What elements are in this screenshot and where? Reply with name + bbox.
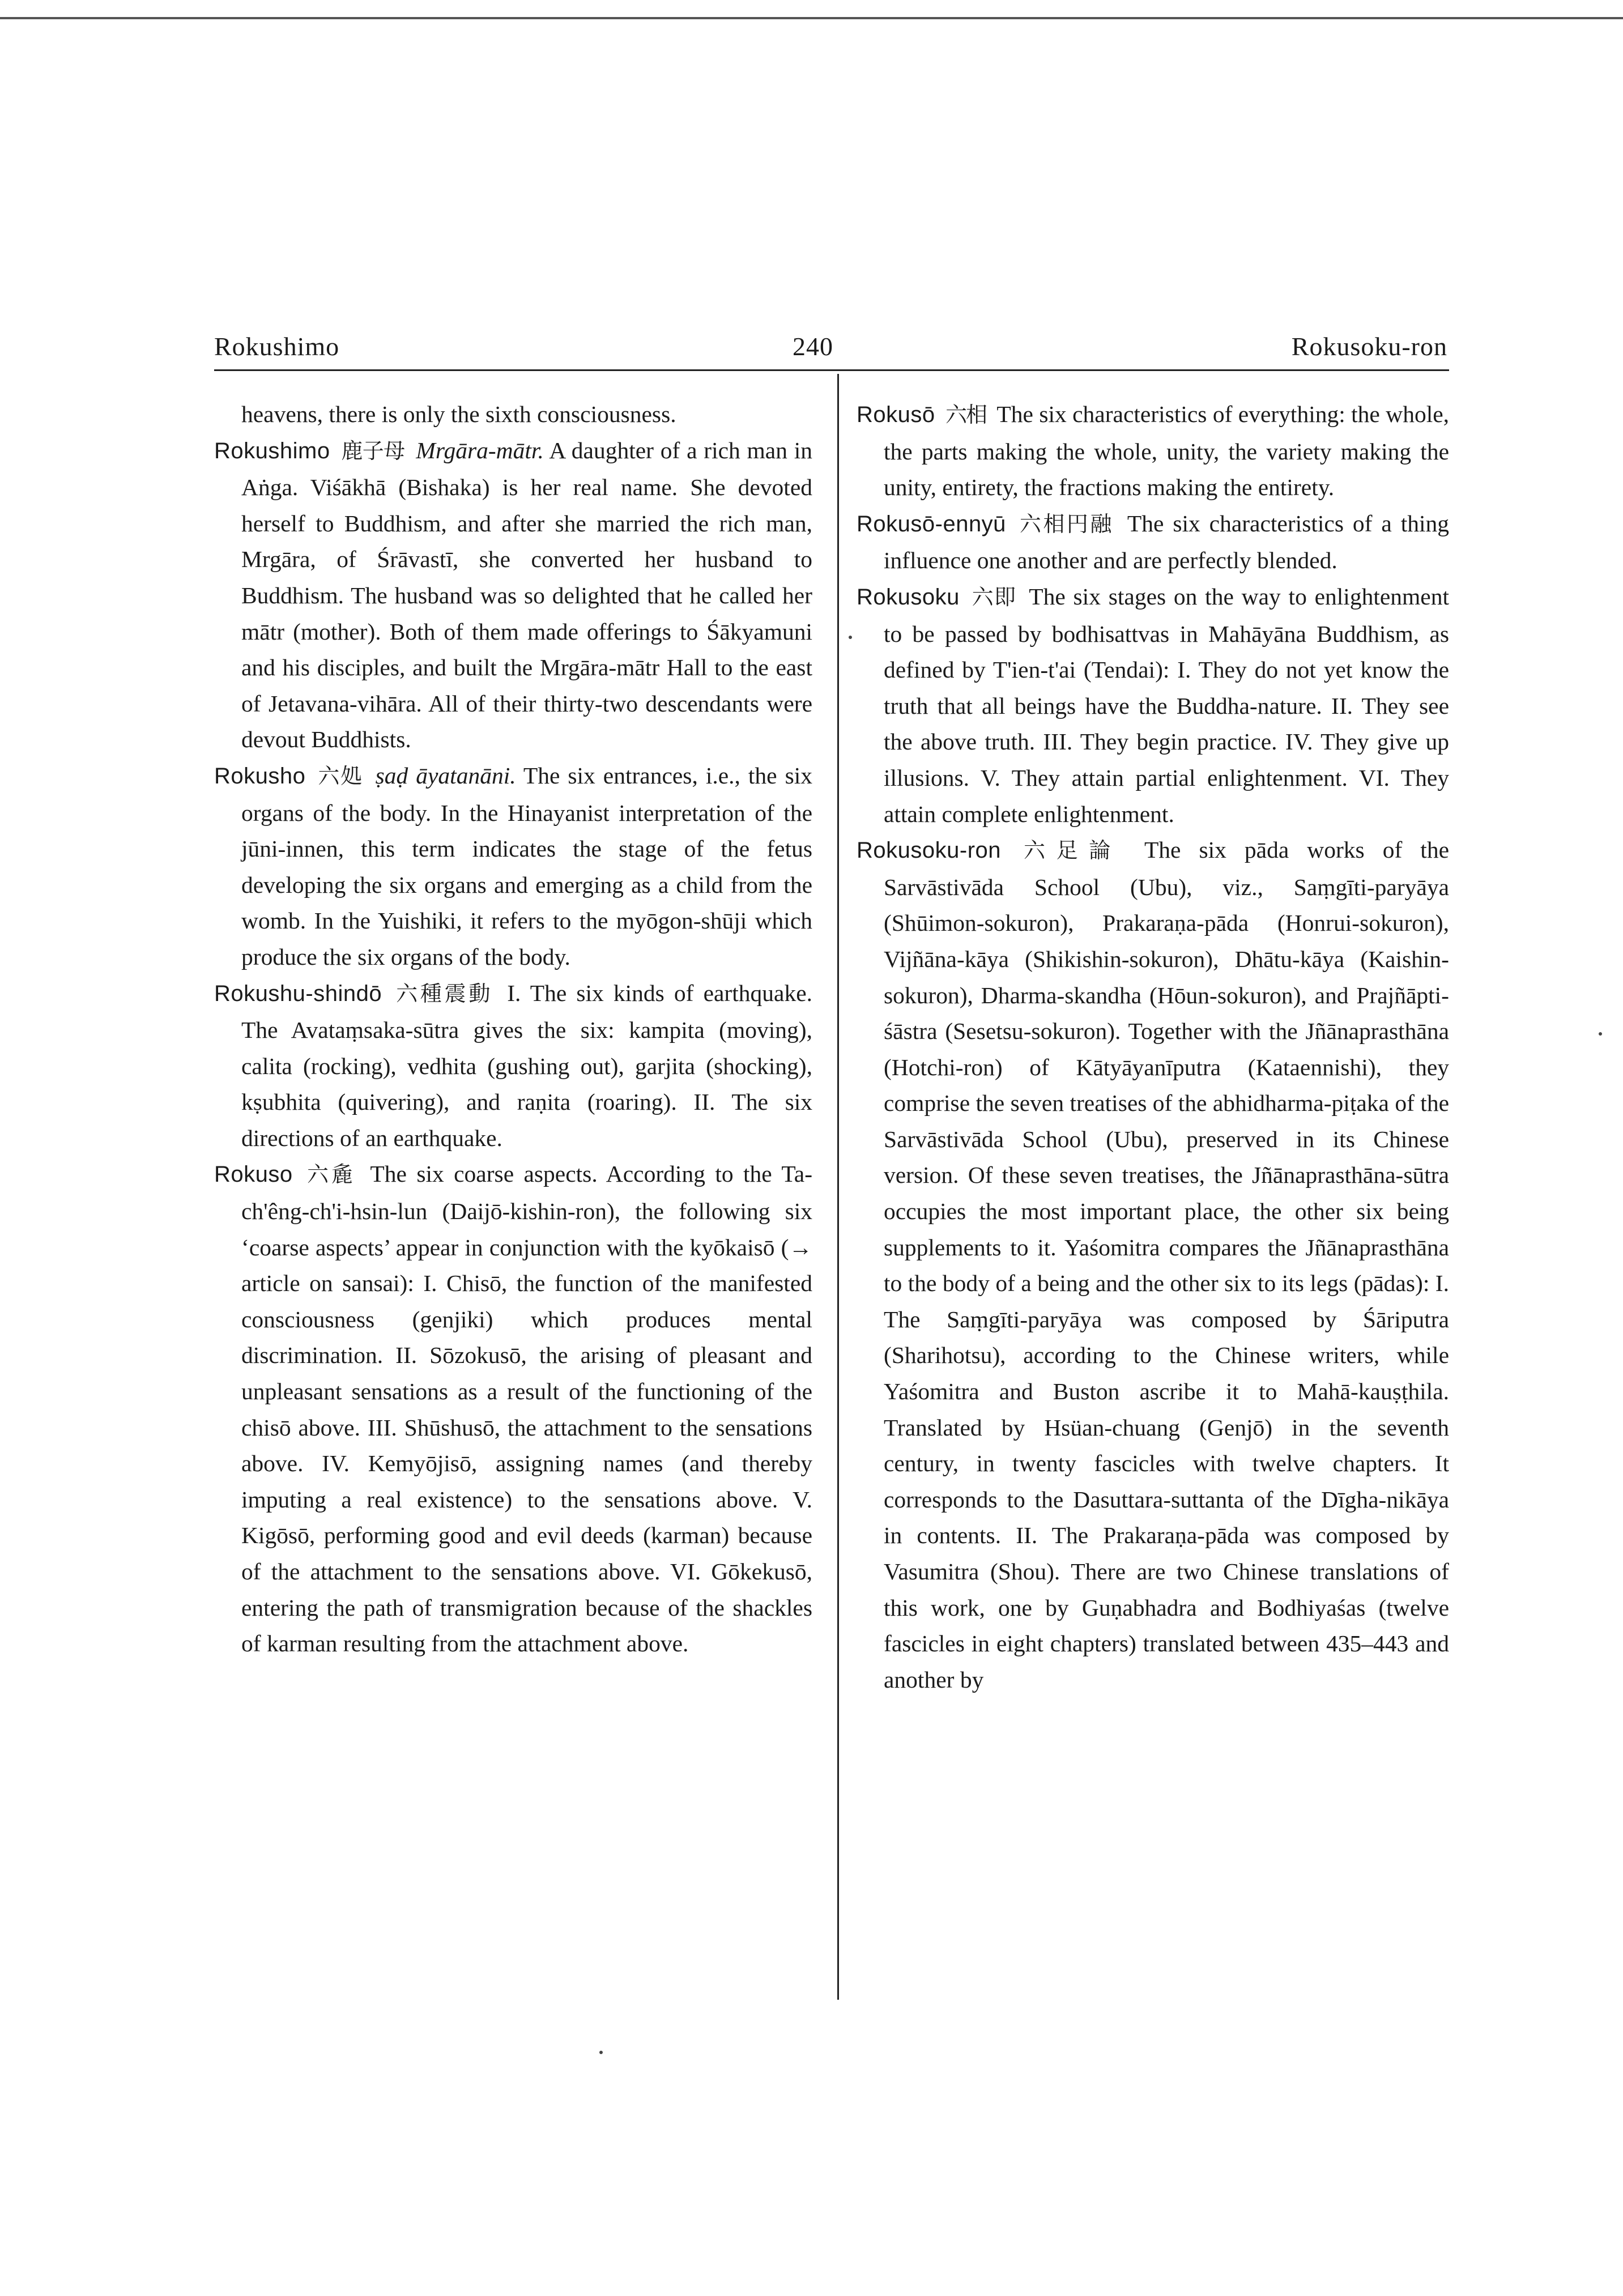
scan-top-rule	[0, 17, 1623, 19]
entry-body: The six entrances, i.e., the six organs of the body. In the Hinayanist interpretation of the jūni-innen, this term indicates the stage of the fetus developing the six organs and emerging as a child from the womb. In the Yuishiki, it refers to the myōgon-shūji which produce the six organs of the body.	[241, 762, 813, 970]
entry-kanji: 六処	[318, 764, 363, 789]
entry-rokuso-coarse	[214, 1156, 812, 1662]
entry-kanji: 六即	[972, 585, 1017, 610]
scan-speck	[1599, 1032, 1602, 1036]
right-column	[857, 397, 1449, 1698]
entry-body: The six stages on the way to enlightenment to be passed by bodhisattvas in Mahāyāna Buddhism, as defined by T'ien-t'ai (Tendai): I. They do not yet know the truth that all beings have the Buddha-nature. II. They see the above truth. III. They begin practice. IV. They give up illusions. V. They attain partial enlightenment. VI. They attain complete enlightenment.	[884, 583, 1450, 827]
entry-rokushimo	[214, 433, 812, 758]
entry-term: Rokusoku	[857, 584, 960, 610]
entry-term: Rokushu-shindō	[214, 981, 382, 1006]
column-divider	[837, 374, 839, 2000]
entry-term: Rokushimo	[214, 438, 330, 463]
entry-rokuso-ennyu	[857, 506, 1449, 579]
entry-rokuso-characteristics	[857, 397, 1449, 506]
continuation-text: heavens, there is only the sixth consciousness.	[241, 401, 676, 427]
entry-body: The six coarse aspects. According to the Ta-ch'êng-ch'i-hsin-lun (Daijō-kishin-ron), the following six ‘coarse aspects’ appear in conjunction with the kyōkaisō (→ article on sansai): I. Chisō, the function of the manifested consciousness (genjiki) which produces mental discrimination. II. Sōzokusō, the arising of pleasant and unpleasant sensations as a result of the functioning of the chisō above. III. Shūshusō, the attachment to the sensations above. IV. Kemyōjisō, assigning names (and thereby imputing a real existence) to the sensations above. V. Kigōsō, performing good and evil deeds (karman) because of the attachment to the sensations above. VI. Gōkekusō, entering the path of transmigration because of the shackles of karman resulting from the attachment above.	[241, 1161, 813, 1657]
entry-sanskrit: ṣaḍ āyatanāni.	[375, 762, 516, 789]
scan-speck	[599, 2051, 603, 2054]
header-rule	[214, 369, 1449, 371]
running-head-left: Rokushimo	[214, 332, 340, 361]
entry-kanji: 六相	[945, 403, 987, 427]
entry-rokusoku-ron	[857, 832, 1449, 1698]
entry-body: The six characteristics of a thing influence one another and are perfectly blended.	[884, 510, 1449, 574]
entry-sanskrit: Mrgāra-mātr.	[416, 437, 544, 463]
entry-rokusho	[214, 758, 812, 976]
entry-rokushu-shindo	[214, 976, 812, 1157]
entry-term: Rokusō-ennyū	[857, 511, 1006, 536]
entry-rokusoku	[857, 579, 1449, 832]
entry-kanji: 六足論	[1024, 839, 1122, 863]
entry-body: A daughter of a rich man in Aṅga. Viśākhā (Bishaka) is her real name. She devoted herself to Buddhism, and after she married the rich man, Mrgāra, of Śrāvastī, she converted her husband to Buddhism. The husband was so delighted that he called her mātr (mother). Both of them made offerings to Śākyamuni and his disciples, and built the Mrgāra-mātr Hall to the east of Jetavana-vihāra. All of their thirty-two descendants were devout Buddhists.	[241, 437, 813, 753]
running-head-right: Rokusoku-ron	[1291, 332, 1447, 361]
entry-body: The six characteristics of everything: the whole, the parts making the whole, unity, the variety making the unity, entirety, the fractions making the entirety.	[884, 401, 1450, 501]
scan-speck	[849, 636, 852, 639]
entry-kanji: 六相円融	[1019, 512, 1114, 536]
entry-term: Rokusho	[214, 763, 306, 789]
left-column	[214, 397, 812, 1662]
entry-kanji: 六種震動	[396, 982, 493, 1006]
entry-body: I. The six kinds of earthquake. The Avataṃsaka-sūtra gives the six: kampita (moving), calita (rocking), vedhita (gushing out), garjita (shocking), kṣubhita (quivering), and raṇita (roaring). II. The six directions of an earthquake.	[241, 979, 812, 1151]
entry-kanji: 六麁	[307, 1163, 356, 1187]
entry-term: Rokuso	[214, 1162, 293, 1187]
page-number: 240	[793, 332, 833, 361]
entry-term: Rokusoku-ron	[857, 838, 1002, 863]
entry-kanji: 鹿子母	[341, 439, 405, 463]
entry-body: The six pāda works of the Sarvāstivāda School (Ubu), viz., Saṃgīti-paryāya (Shūimon-sokuron), Prakaraṇa-pāda (Honrui-sokuron), Vijñāna-kāya (Shikishin-sokuron), Dhātu-kāya (Kaishin-sokuron), Dharma-skandha (Hōun-sokuron), and Prajñāpti-śāstra (Sesetsu-sokuron). Together with the Jñānaprasthāna (Hotchi-ron) of Kātyāyanīputra (Kataennishi), they comprise the seven treatises of the abhidharma-piṭaka of the Sarvāstivāda School (Ubu), preserved in its Chinese version. Of these seven treatises, the Jñānaprasthāna-sūtra occupies the most important place, the other six being supplements to it. Yaśomitra compares the Jñānaprasthāna to the body of a being and the other six to its legs (pādas): I. The Saṃgīti-paryāya was composed by Śāriputra (Sharihotsu), according to the Chinese writers, while Yaśomitra and Buston ascribe it to Mahā-kauṣṭhila. Translated by Hsüan-chuang (Genjō) in the seventh century, in twenty fascicles with twelve chapters. It corresponds to the Dasuttara-suttanta of the Dīgha-nikāya in contents. II. The Prakaraṇa-pāda was composed by Vasumitra (Shou). There are two Chinese translations of this work, one by Guṇabhadra and Bodhiyaśas (twelve fascicles in eight chapters) translated between 435–443 and another by	[884, 837, 1449, 1693]
entry-term: Rokusō	[857, 402, 935, 427]
